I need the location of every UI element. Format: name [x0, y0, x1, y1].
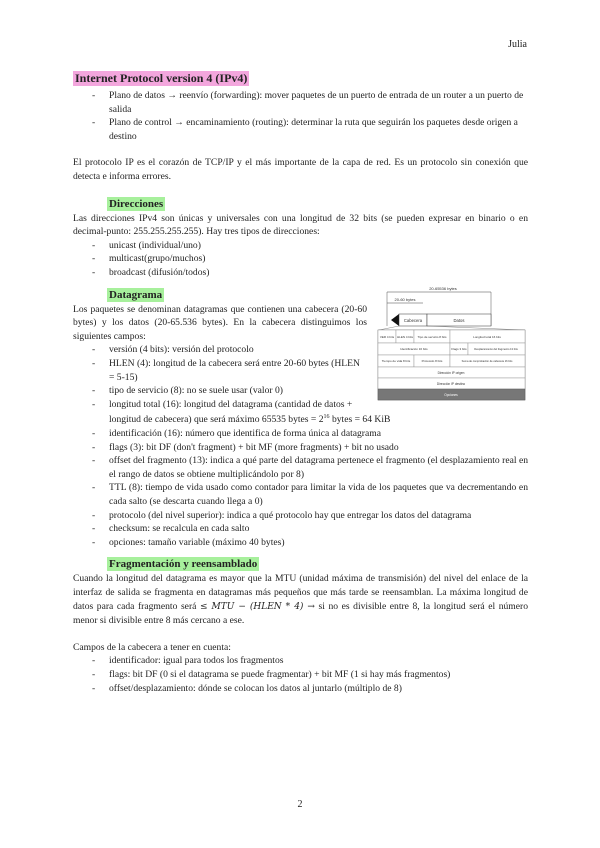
mtu-formula: ≤ MTU − (HLEN * 4) → [199, 601, 315, 612]
field-flags: Flags 3 bits [451, 346, 467, 351]
list-item: - identificador: igual para todos los fragmentos [73, 654, 528, 668]
fragmentacion-paragraph [73, 572, 528, 627]
intro-paragraph: El protocolo IP es el corazón de TCP/IP y el más importante de la capa de red. Es un protocolo sin conexión que detecta e informa errores. [73, 157, 528, 182]
section-heading-datagrama: Datagrama [109, 288, 163, 301]
list-item: - offset del fragmento (13): indica a qué parte del datagrama pertenece el fragmento (el desplazamiento real en el rango de datos se obtiene multiplicándolo por 8) [73, 454, 528, 481]
field-options: Opciones [444, 392, 458, 397]
list-item: - protocolo (del nivel superior): indica a qué protocolo hay que entregar los datos del datagrama [73, 509, 528, 523]
datos-label: Datos [453, 317, 465, 323]
direcciones-paragraph: Las direcciones IPv4 son únicas y universales con una longitud de 32 bits (se pueden expresar en binario o en decimal-punto: 255.255.255.255). Hay tres tipos de direcciones: [73, 212, 528, 238]
list-item: - Plano de datos → reenvío (forwarding): mover paquetes de un puerto de entrada de un router a un puerto de salida [73, 89, 528, 116]
field-ttl: Tiempo de vida 8 bits [381, 358, 411, 363]
list-item: - multicast(grupo/muchos) [73, 252, 528, 266]
list-item: - flags: bit DF (0 si el datagrama se puede fragmentar) + bit MF (1 si hay más fragmentos) [73, 668, 528, 682]
document-content [73, 71, 528, 695]
total-length-label: 20-65536 bytes [429, 285, 457, 291]
field-tos: Tipo de servicio 8 bits [417, 334, 447, 339]
list-item: - broadcast (difusión/todos) [73, 266, 528, 280]
list-item: - offset/desplazamiento: dónde se colocan los datos al juntarlo (múltiplo de 8) [73, 682, 528, 696]
list-item: - opciones: tamaño variable (máximo 40 bytes) [73, 536, 528, 550]
exponent: 16 [323, 414, 330, 421]
datagrama-paragraph: Los paquetes se denominan datagramas que contienen una cabecera (20-60 bytes) y los datos (20-65.536 bytes). En la cabecera distinguimos los siguientes campos: [73, 303, 367, 342]
fragmentacion-text-b: si no es divisible entre 8, la longitud será el número menor si divisible entre 8 más cercano a ese. [73, 600, 529, 627]
field-hlen: HLEN 4 bits [396, 334, 414, 339]
field-offset: Desplazamiento del fragmento 13 bits [474, 347, 518, 351]
field-identification: Identificación 16 bits [400, 346, 428, 351]
list-item: - versión (4 bits): versión del protocolo [73, 343, 528, 357]
longitud-total-text: longitud total (16): longitud del datagrama (cantidad de datos + longitud de cabecera) que será máximo 65535 bytes = 2 [109, 398, 353, 426]
fragmentacion-text-a: Cuando la longitud del datagrama es mayor que la MTU (unidad máxima de transmisión) del nivel del enlace de la interfaz de salida se fragmenta en datagramas más pequeños que más tarde se reensamblan. La máxima longitud de datos para cada fragmento será [73, 573, 528, 612]
intro-list [73, 89, 528, 143]
list-item: - TTL (8): tiempo de vida usado como contador para limitar la vida de los paquetes que va decrementando en cada salto (se descarta cuando llega a 0) [73, 481, 528, 508]
list-item: - flags (3): bit DF (don't fragment) + bit MF (more fragments) + bit no usado [73, 441, 528, 455]
direcciones-list [73, 239, 528, 280]
list-item: - unicast (individual/uno) [73, 239, 528, 253]
list-item: - checksum: se recalcula en cada salto [73, 522, 528, 536]
field-ver: VER 4 bits [379, 334, 395, 339]
list-item [73, 398, 528, 427]
page-number: 2 [297, 799, 303, 810]
page-title: Internet Protocol version 4 (IPv4) [75, 71, 248, 85]
section-heading-direcciones: Direcciones [109, 197, 164, 210]
datagrama-list [73, 343, 528, 549]
list-item: - HLEN (4): longitud de la cabecera será entre 20-60 bytes (HLEN = 5-15) [73, 357, 528, 384]
campos-list [73, 654, 528, 695]
longitud-total-tail: bytes = 64 KiB [329, 414, 391, 426]
author-name: Julia [508, 39, 527, 50]
campos-intro: Campos de la cabecera a tener en cuenta: [73, 641, 231, 653]
header-length-label: 20-60 bytes [394, 296, 416, 302]
field-protocol: Protocolo 8 bits [421, 358, 443, 363]
field-dest-ip: Dirección IP destino [436, 381, 466, 386]
list-item: - tipo de servicio (8): no se suele usar (valor 0) [73, 384, 528, 398]
section-heading-fragmentacion: Fragmentación y reensamblado [109, 558, 258, 571]
list-item: - Plano de control → encaminamiento (routing): determinar la ruta que seguirán los paquetes desde origen a destino [73, 116, 528, 143]
field-total-length: Longitud total 16 bits [473, 334, 501, 339]
cabecera-label: Cabecera [403, 317, 423, 323]
field-checksum: Suma de comprobación de cabecera 16 bits [461, 359, 513, 363]
field-source-ip: Dirección IP origen [437, 370, 465, 375]
list-item: - identificación (16): número que identifica de forma única al datagrama [73, 427, 528, 441]
